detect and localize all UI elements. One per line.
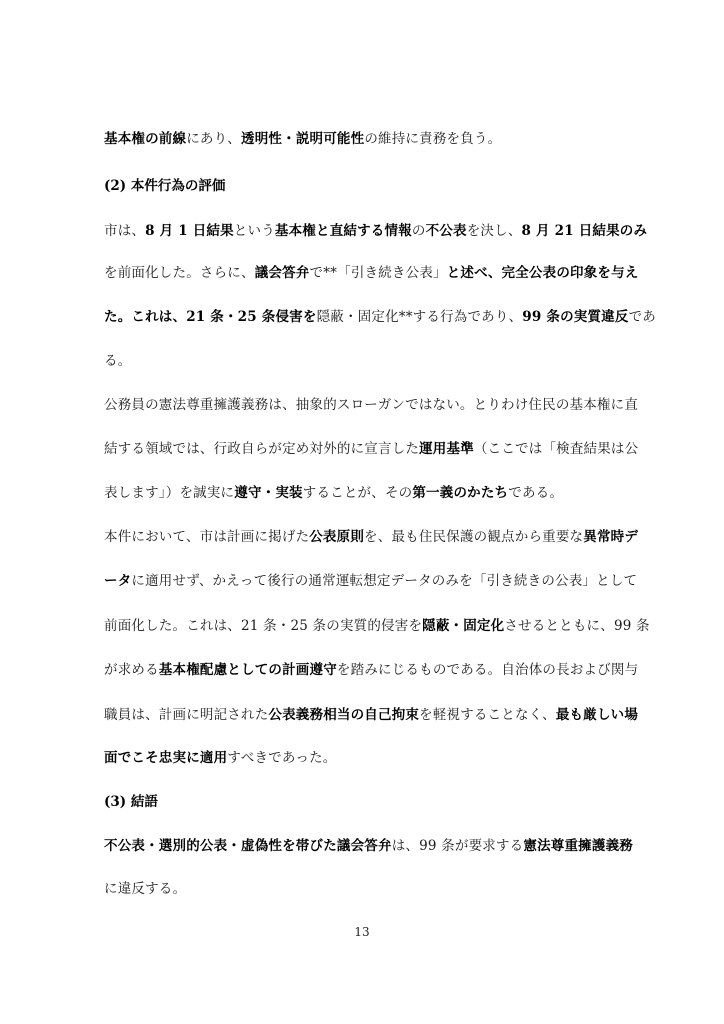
body-line (104, 528, 639, 546)
page-number: 13 (354, 925, 370, 939)
text-segment: に違反する。 (104, 881, 187, 897)
bold-text-segment: 遵守・実装 (234, 485, 303, 501)
body-line (104, 706, 639, 724)
bold-text-segment: 8 月 21 日結果のみ (521, 223, 648, 239)
text-segment: 公務員の憲法尊重擁護義務は、抽象的スローガンではない。とりわけ住民の基本権に直 (104, 397, 639, 413)
text-segment: を前面化した。さらに、 (104, 265, 255, 281)
text-segment: であ (628, 309, 656, 325)
body-line (104, 130, 624, 148)
text-segment: （ここでは「検査結果は公 (473, 441, 639, 457)
text-segment: の (411, 223, 426, 239)
text-segment: 市は、 (104, 223, 146, 239)
body-line (104, 837, 633, 855)
bold-text-segment: 不公表 (425, 223, 467, 239)
text-segment: を決し、 (466, 223, 522, 239)
bold-text-segment: 最も厳しい場 (555, 707, 639, 723)
text-segment: で**「引き続き公表」 (309, 265, 447, 281)
bold-text-segment: ータ (104, 573, 132, 589)
body-line (104, 352, 624, 370)
bold-text-segment: 公表原則 (309, 529, 365, 545)
body-line (104, 484, 624, 502)
bold-text-segment: と述べ、完全公表の印象を与え (446, 265, 639, 281)
text-segment: すべきであった。 (227, 750, 337, 766)
bold-text-segment: 議会答弁 (254, 265, 310, 281)
bold-text-segment: 公表義務相当の自己拘束 (268, 707, 420, 723)
text-segment: は、99 条が要求する (391, 838, 524, 854)
text-segment: る。 (104, 353, 132, 369)
text-segment: が求める (104, 662, 159, 678)
bold-text-segment: た。これは、21 条・25 条侵害を (104, 309, 317, 325)
body-line (104, 661, 639, 679)
text-segment: させるとともに、99 条 (504, 618, 650, 634)
bold-text-segment: 透明性・説明可能性 (241, 131, 365, 147)
text-segment: の維持に責務を負う。 (364, 131, 502, 147)
bold-text-segment: 基本権の前線 (104, 131, 187, 147)
bold-text-segment: 基本権配慮としての計画遵守 (158, 662, 337, 678)
text-segment: 前面化した。これは、21 条・25 条の実質的侵害を (104, 618, 423, 634)
bold-text-segment: 憲法尊重擁護義務 (523, 838, 633, 854)
text-segment: にあり、 (186, 131, 242, 147)
bold-text-segment: 不公表・選別的公表・虚偽性を帯びた議会答弁 (104, 838, 392, 854)
bold-text-segment: 隠蔽・固定化 (422, 618, 505, 634)
text-segment: 隠蔽・固定化**する行為であり、 (316, 309, 523, 325)
text-segment: 本件において、市は計画に掲げた (104, 529, 310, 545)
body-line (104, 396, 639, 414)
text-segment: を踏みにじるものである。自治体の長および関与 (336, 662, 639, 678)
text-segment: 職員は、計画に明記された (104, 707, 269, 723)
text-segment: を軽視することなく、 (419, 707, 556, 723)
section-heading-3: (3) 結語 (104, 794, 158, 810)
section-heading-2: (2) 本件行為の評価 (104, 178, 226, 194)
bold-text-segment: 面でこそ忠実に適用 (104, 750, 228, 766)
body-line (104, 440, 639, 458)
bold-text-segment: 8 月 1 日結果 (145, 223, 234, 239)
text-segment: 結する領域では、行政自らが定め対外的に宣言した (104, 441, 420, 457)
bold-text-segment: 基本権と直結する情報 (274, 223, 412, 239)
bold-text-segment: 運用基準 (419, 441, 474, 457)
bold-text-segment: 異常時デ (583, 529, 639, 545)
text-segment: 表します」）を誠実に (104, 485, 235, 501)
body-line (104, 617, 650, 635)
text-segment: という (233, 223, 275, 239)
text-segment: することが、その (302, 485, 413, 501)
text-segment: を、最も住民保護の観点から重要な (364, 529, 584, 545)
text-segment: である。 (508, 485, 564, 501)
body-line (104, 572, 638, 590)
text-segment: に適用せず、かえって後行の通常運転想定データのみを「引き続きの公表」として (131, 573, 638, 589)
body-line (104, 749, 624, 767)
body-line (104, 222, 648, 240)
body-line (104, 880, 624, 898)
bold-text-segment: 99 条の実質違反 (522, 309, 629, 325)
body-line (104, 308, 656, 326)
bold-text-segment: 第一義のかたち (412, 485, 509, 501)
body-line (104, 264, 639, 282)
